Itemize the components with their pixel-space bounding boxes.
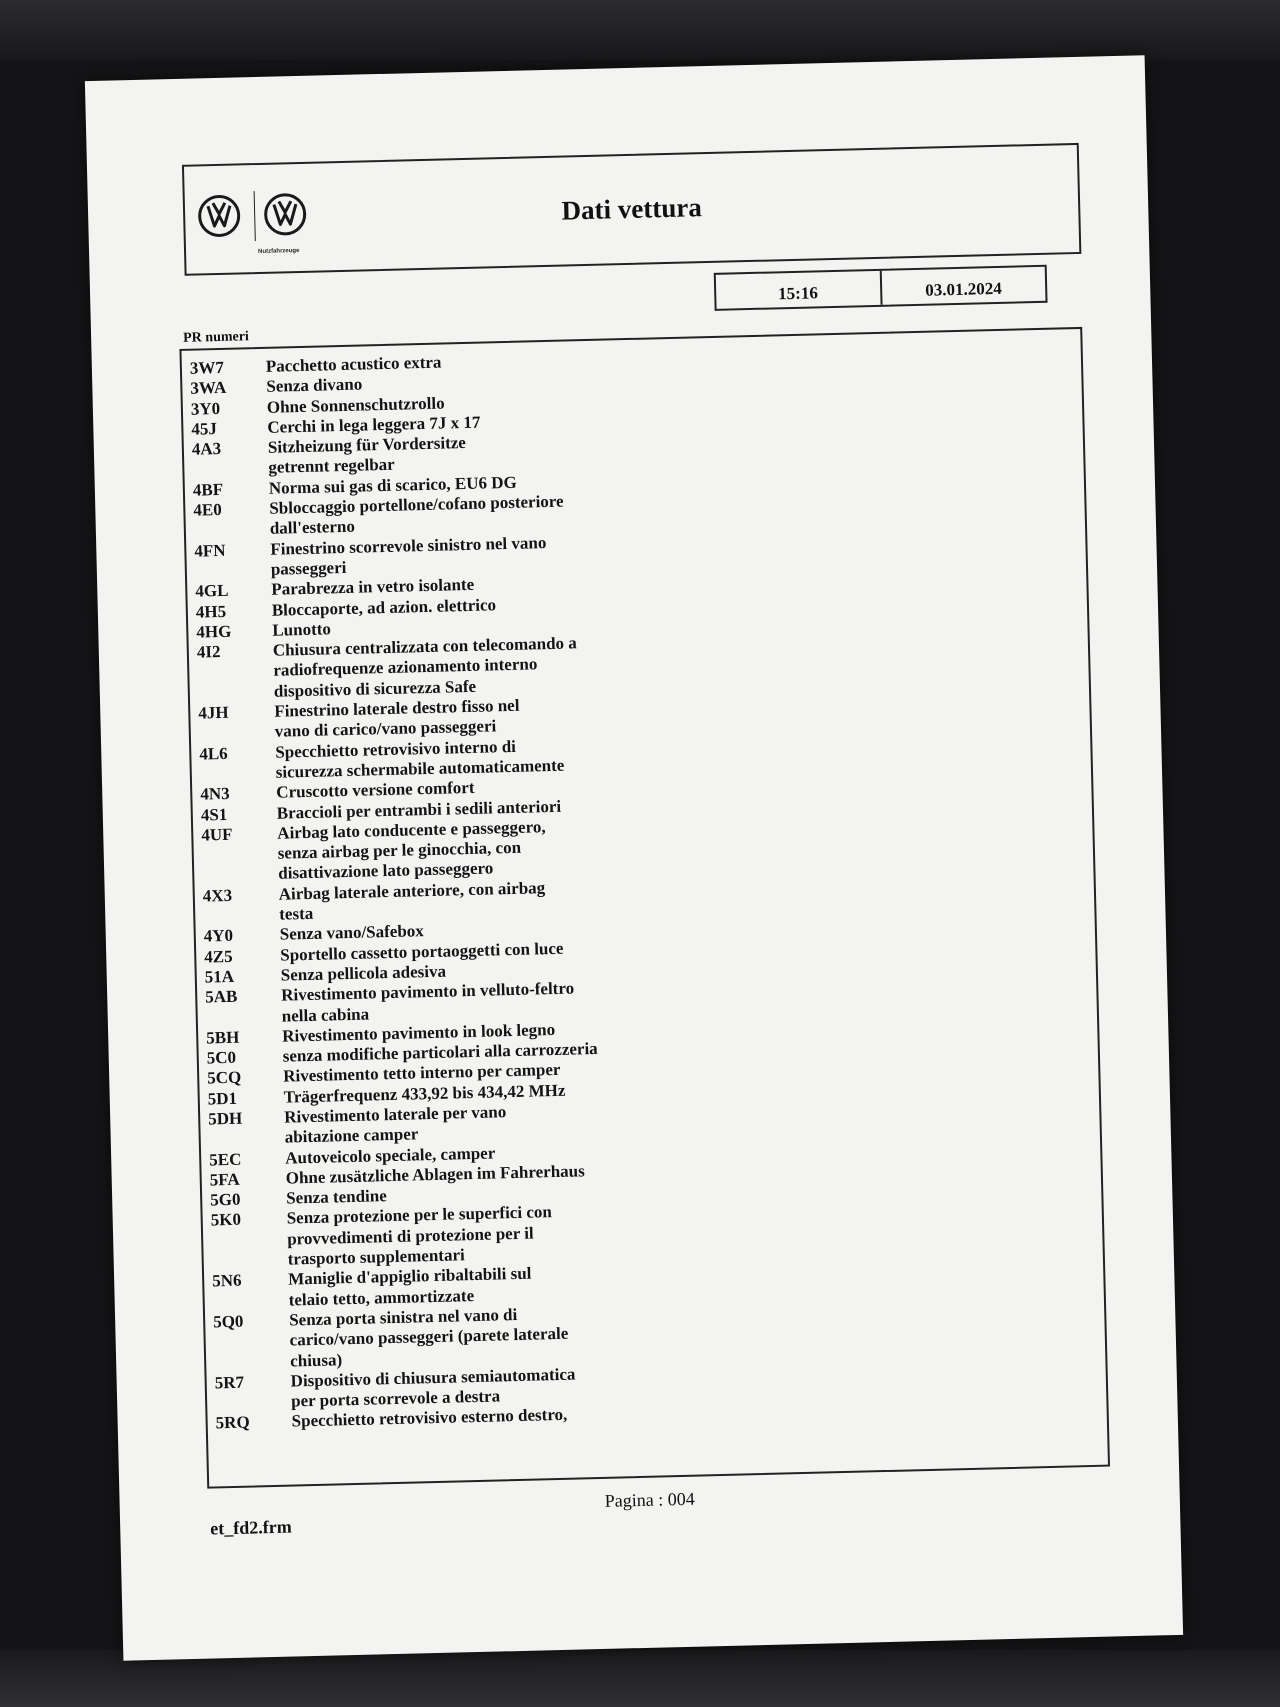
pr-code: 5D1 [207,1088,238,1109]
pr-description: Norma sui gas di scarico, EU6 DG [268,472,517,498]
pr-description: Sitzheizung für Vordersitze getrennt regelbar [267,433,467,478]
pr-description: Maniglie d'appiglio ribaltabili sul telaio tetto, ammortizzate [287,1263,532,1310]
pr-code: 5RQ [215,1412,250,1433]
pr-description: Senza divano [266,374,363,397]
pr-description: Rivestimento pavimento in look legno [282,1019,556,1046]
pr-numbers-label: PR numeri [182,329,250,346]
pr-code: 4A3 [191,439,222,459]
pr-description: Sportello cassetto portaoggetti con luce [280,938,564,965]
pr-description: Finestrino scorrevole sinistro nel vano passeggeri [270,532,547,579]
pr-code: 5C0 [206,1047,237,1068]
pr-code: 4HG [196,621,232,642]
pr-description: senza modifiche particolari alla carrozzeria [282,1039,598,1066]
pr-description: Specchietto retrovisivo interno di sicurezza schermabile automaticamente [275,736,565,782]
pr-list [190,347,696,1434]
pr-code: 51A [204,966,235,987]
pr-code: 4FN [194,540,226,561]
pr-description: Specchietto retrovisivo esterno destro, [291,1405,568,1431]
logo-subtitle: Nutzfahrzeuge [258,247,300,256]
pr-description: Autoveicolo speciale, camper [284,1143,496,1168]
pr-code: 3Y0 [190,398,221,419]
pr-code: 5BH [206,1027,240,1048]
background-top [0,0,1280,60]
pr-code: 5FA [209,1169,240,1190]
pr-description: Ohne zusätzliche Ablagen im Fahrerhaus [285,1161,585,1188]
pr-description: Senza pellicola adesiva [280,961,447,985]
pr-description: Senza porta sinistra nel vano di carico/vano passeggeri (parete laterale chiusa) [288,1304,569,1371]
pr-code: 3WA [190,378,227,398]
form-name: et_fd2.frm [210,1516,292,1539]
pr-code: 3W7 [189,357,225,378]
pr-code: 4BF [192,479,224,500]
date-value: 03.01.2024 [879,267,1045,305]
pr-description: Lunotto [272,619,332,640]
pr-code: 5Q0 [212,1311,244,1332]
pr-code: 4N3 [200,784,230,804]
pr-code: 4L6 [199,743,228,764]
pr-code: 4H5 [195,601,227,622]
pr-code: 4JH [198,702,229,723]
pr-description: Rivestimento laterale per vano abitazione camper [283,1102,507,1147]
pr-code: 4UF [201,824,233,845]
pr-description: Cerchi in lega leggera 7J x 17 [267,412,481,437]
pr-code: 5N6 [211,1271,242,1291]
pr-description: Dispositivo di chiusura semiautomatica per porta scorrevole a destra [290,1364,576,1411]
pr-description: Parabrezza in vetro isolante [271,575,475,600]
timestamp-box [714,265,1048,311]
pr-description: Airbag lato conducente e passeggero, senza airbag per le ginocchia, con disattivazione lato passeggero [277,816,546,884]
pr-code: 4X3 [202,885,233,906]
pr-code: 4E0 [193,500,222,520]
pr-description: Ohne Sonnenschutzrollo [266,393,445,417]
pr-code: 4I2 [196,642,221,662]
pr-list-box [179,327,1110,1489]
pr-code: 5K0 [210,1210,242,1230]
pr-description: Rivestimento pavimento in velluto-feltro nella cabina [281,978,575,1026]
pr-description: Braccioli per entrambi i sedili anteriori [276,796,562,823]
pr-code: 5AB [205,986,238,1007]
pr-code: 4S1 [200,804,228,825]
pr-description: Pacchetto acustico extra [265,352,442,376]
pr-description: Airbag laterale anteriore, con airbag testa [278,877,546,924]
pr-code: 4GL [195,581,229,601]
pr-code: 45J [191,418,218,439]
header-box [182,143,1081,276]
pr-code: 4Y0 [203,926,234,946]
pr-description: Cruscotto versione comfort [276,778,475,802]
document-sheet [85,55,1183,1660]
pr-code: 5EC [209,1149,242,1170]
pr-description: Senza vano/Safebox [279,921,424,944]
page-number: Pagina : 004 [604,1488,695,1511]
pr-description: Finestrino laterale destro fisso nel vano di carico/vano passeggeri [274,695,520,742]
pr-code: 5R7 [214,1372,245,1393]
pr-description: Senza protezione per le superfici con provvedimenti di protezione per il trasporto supplementari [286,1202,553,1269]
pr-description: Bloccaporte, ad azion. elettrico [271,594,497,620]
pr-description: Rivestimento tetto interno per camper [283,1060,561,1087]
document-title: Dati vettura [561,192,703,226]
pr-description: Chiusura centralizzata con telecomando a radiofrequenze azionamento interno dispositivo di sicurezza Safe [272,633,578,701]
pr-description: Trägerfrequenz 433,92 bis 434,42 MHz [283,1080,566,1107]
pr-description: Sbloccaggio portellone/cofano posteriore dall'esterno [269,491,564,539]
pr-code: 4Z5 [204,946,233,967]
pr-code: 5G0 [210,1189,241,1210]
pr-code: 5DH [208,1108,243,1129]
time-value: 15:16 [777,283,819,304]
pr-description: Senza tendine [285,1186,388,1208]
pr-code: 5CQ [207,1068,242,1088]
